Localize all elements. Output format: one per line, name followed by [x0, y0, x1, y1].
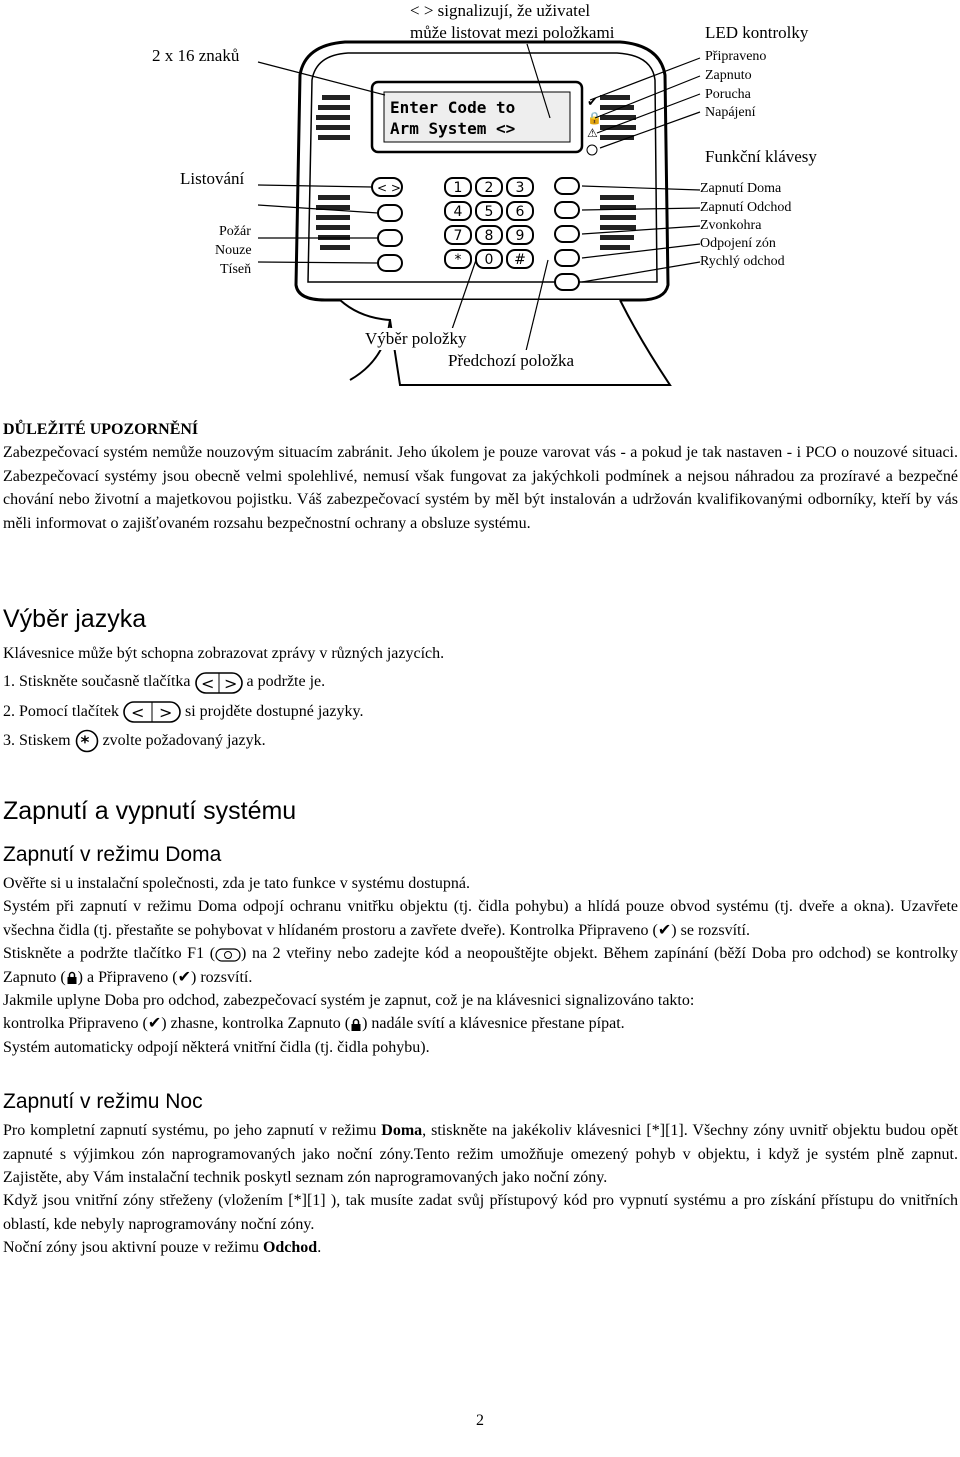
step1-text-a: 1. Stiskněte současně tlačítka	[3, 673, 191, 691]
label-chars: 2 x 16 znaků	[152, 46, 240, 65]
stay-p4a: Jakmile uplyne Doba pro odchod, zabezpečovací systém je zapnut, což je na klávesnici signalizováno takto:	[3, 992, 695, 1010]
label-led-ready: Připraveno	[705, 49, 767, 64]
star-key-icon	[75, 729, 99, 753]
scroll-keys-icon	[195, 671, 243, 695]
stay-p3-b: ) na 2 vteřiny nebo zadejte kód a neopouštějte objekt. Během zapínání (běží Doba pro odchod) se kontrolky Zapnuto (	[3, 945, 959, 986]
label-fkey-chime: Zvonkohra	[700, 218, 762, 233]
keypad-illustration	[0, 0, 960, 390]
night-p3	[3, 1236, 958, 1259]
keypad-figure	[0, 0, 960, 390]
step2-text-a: 2. Pomocí tlačítek	[3, 702, 119, 720]
stay-p5: Systém automaticky odpojí některá vnitřní čidla (tj. čidla pohybu).	[3, 1038, 430, 1056]
label-scroll-hint-2: může listovat mezi položkami	[410, 23, 615, 42]
label-fkey-stay: Zapnutí Doma	[700, 181, 782, 196]
stay-p3	[3, 942, 958, 989]
key-label-#: #	[514, 252, 526, 268]
arming-heading: Zapnutí a vypnutí systému	[3, 797, 297, 825]
key-label-1: 1	[453, 180, 463, 196]
stay-key-icon	[215, 947, 241, 963]
label-scrolling: Listování	[180, 169, 245, 188]
warning-title: DŮLEŽITÉ UPOZORNĚNÍ	[3, 421, 199, 438]
warning-text: Zabezpečovací systém nemůže nouzovým situacím zabránit. Jeho úkolem je pouze varovat vás - a pokud je tak nastaven - i PCO o nouzové situaci. Zabezpečovací systémy jsou obecně velmi spolehlivé, nemusí však fungovat za jakýchkoli podmínek a nejsou náhradou za prozíravé a bezpečné chování nebo životní a majetkovou pojistku. Váš zabezpečovací systém by měl být instalován a udržován kvalifikovanými odborníky, kteří by vás měli informovat o zajišťovaném rozsahu bezpečnostní ochrany a obsluze systému.	[3, 444, 958, 532]
key-label-6: 6	[515, 204, 525, 220]
label-select-item: Výběr položky	[365, 329, 467, 348]
step1-text-b: a podržte je.	[246, 673, 326, 691]
armed-lock-icon	[350, 1018, 362, 1032]
label-led-title: LED kontrolky	[705, 23, 809, 42]
label-fkey-exit: Rychlý odchod	[700, 254, 785, 269]
night-p3-c: .	[317, 1239, 322, 1257]
exit-key	[555, 274, 579, 290]
svg-text:*: *	[80, 733, 89, 754]
away-key	[555, 202, 579, 218]
label-led-armed: Zapnuto	[705, 68, 752, 83]
warning-section	[3, 418, 958, 535]
arming-section	[3, 796, 958, 1260]
stay-key	[555, 178, 579, 194]
label-fkey-away: Zapnutí Odchod	[700, 200, 792, 215]
scroll-key-label: < >	[377, 181, 401, 195]
night-p1	[3, 1119, 958, 1189]
stay-p3-a: Stiskněte a podržte tlačítko F1 (	[3, 945, 216, 963]
night-p2: Když jsou vnitřní zóny střeženy (vložením [*][1] ), tak musíte zadat svůj přístupový kód pro vypnutí systému a pro získání přístupu do vnitřních oblastí, kde nebyly naprogramovány noční zóny.	[3, 1192, 958, 1233]
svg-text:>: >	[158, 703, 173, 723]
key-label-2: 2	[484, 180, 494, 196]
label-led-power: Napájení	[705, 105, 756, 120]
label-panic: Tíseň	[220, 262, 252, 277]
armed-led-icon: 🔒	[587, 111, 602, 125]
bypass-key	[555, 250, 579, 266]
key-label-8: 8	[484, 228, 494, 244]
stay-p1: Ověřte si u instalační společnosti, zda je tato funkce v systému dostupná.	[3, 875, 470, 892]
stay-p4-b: kontrolka Připraveno (✔) zhasne, kontrolka Zapnuto (	[3, 1015, 351, 1033]
step3-text-a: 3. Stiskem	[3, 732, 71, 750]
lcd-line-2: Arm System <>	[390, 119, 516, 138]
svg-text:<: <	[200, 673, 214, 693]
label-scroll-hint-1: < > signalizují, že uživatel	[410, 1, 591, 20]
step3-text-b: zvolte požadovaný jazyk.	[102, 732, 266, 750]
scroll-keys-icon	[123, 700, 181, 724]
stay-heading: Zapnutí v režimu Doma	[3, 843, 222, 866]
page-number: 2	[476, 1412, 484, 1429]
night-p3-a: Noční zóny jsou aktivní pouze v režimu	[3, 1239, 263, 1257]
night-heading: Zapnutí v režimu Noc	[3, 1090, 203, 1114]
key-label-7: 7	[453, 228, 463, 244]
panic-key	[378, 255, 402, 271]
svg-text:>: >	[223, 673, 237, 693]
lcd-line-1: Enter Code to	[390, 98, 516, 117]
key-label-*: *	[454, 252, 462, 268]
armed-lock-icon	[66, 971, 78, 985]
chime-key	[555, 226, 579, 242]
stay-p4-c: ) nadále svítí a klávesnice přestane pípat.	[362, 1015, 625, 1033]
key-label-3: 3	[515, 180, 525, 196]
night-p1-a: Pro kompletní zapnutí systému, po jeho zapnutí v režimu	[3, 1122, 382, 1140]
stay-p3-c: ) a Připraveno (✔) rozsvítí.	[77, 968, 253, 986]
trouble-led-icon: ⚠	[587, 126, 598, 140]
label-led-trouble: Porucha	[705, 87, 751, 102]
stay-p4	[3, 1012, 958, 1035]
key-label-0: 0	[484, 252, 494, 268]
night-p1-bold: Doma	[381, 1122, 423, 1140]
label-fkeys-title: Funkční klávesy	[705, 147, 817, 166]
night-p3-bold: Odchod	[262, 1239, 318, 1257]
language-step-1	[3, 670, 958, 694]
fire-key	[378, 205, 402, 221]
label-fire: Požár	[219, 224, 251, 239]
language-section	[3, 604, 958, 753]
key-label-9: 9	[515, 228, 525, 244]
label-fkey-bypass: Odpojení zón	[700, 236, 776, 251]
key-label-4: 4	[453, 204, 463, 220]
ready-led-icon: ✔	[587, 94, 598, 109]
language-intro: Klávesnice může být schopna zobrazovat zprávy v různých jazycích.	[3, 645, 445, 662]
svg-text:<: <	[130, 703, 145, 723]
step2-text-b: si projděte dostupné jazyky.	[184, 702, 364, 720]
label-prev-item: Předchozí položka	[448, 351, 575, 370]
language-heading: Výběr jazyka	[3, 605, 147, 633]
label-aux: Nouze	[215, 243, 252, 258]
language-step-2	[3, 700, 958, 724]
key-label-5: 5	[484, 204, 494, 220]
language-step-3	[3, 729, 958, 753]
night-p1-c: , stiskněte na jakékoliv klávesnici [*][1]. Všechny zóny uvnitř objektu budou opět zapnuté s výjimkou zón naprogramovaných jako noční zóny.Tento režim umožňuje omezený pohyb v objektu, i když je systém plně zapnut. Zajistěte, aby Vám instalační technik poskytl seznam zón naprogramovaných jako noční zóny.	[3, 1122, 958, 1187]
aux-key	[378, 230, 402, 246]
stay-p2: Systém při zapnutí v režimu Doma odpojí ochranu vnitřku objektu (tj. čidla pohybu) a hlídá pouze obvod systému (tj. dveře a okna). Uzavřete všechna čidla (tj. přestaňte se pohybovat v hlídaném prostoru a zavřete dveře). Kontrolka Připraveno (✔) se rozsvítí.	[3, 898, 958, 939]
